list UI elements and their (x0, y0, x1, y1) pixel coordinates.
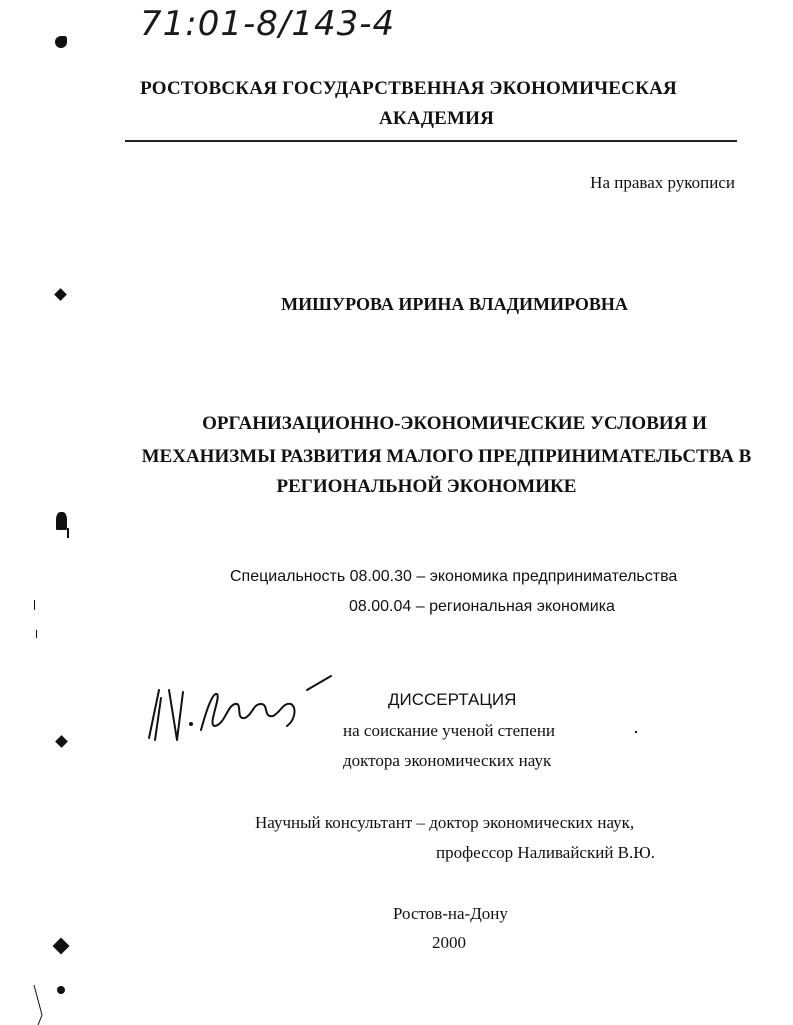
institution-line-2: АКАДЕМИЯ (379, 108, 494, 129)
scan-mark (67, 528, 69, 538)
scan-mark (36, 630, 37, 638)
dissertation-line-2: доктора экономических наук (343, 751, 552, 770)
dissertation-heading: ДИССЕРТАЦИЯ (388, 690, 517, 709)
dissertation-line-1: на соискание ученой степени (343, 721, 556, 740)
advisor-line-2: профессор Наливайский В.Ю. (436, 843, 655, 862)
manuscript-note: На правах рукописи (590, 173, 735, 192)
year: 2000 (432, 933, 466, 952)
specialty-line-1: Специальность 08.00.30 – экономика предпринимательства (230, 568, 678, 585)
header-rule (125, 140, 737, 142)
scan-mark (55, 36, 67, 48)
scan-mark (30, 985, 50, 1025)
advisor-line-1: Научный консультант – доктор экономических наук, (255, 813, 635, 832)
archive-code: 71:01-8/143-4 (140, 4, 396, 44)
scan-mark (34, 600, 35, 610)
scan-mark (56, 512, 67, 530)
author-name: МИШУРОВА ИРИНА ВЛАДИМИРОВНА (281, 294, 628, 314)
scan-mark (635, 731, 637, 733)
scan-mark (55, 735, 68, 748)
thesis-title-line-2: МЕХАНИЗМЫ РАЗВИТИЯ МАЛОГО ПРЕДПРИНИМАТЕЛЬСТВА В (141, 446, 752, 467)
scan-mark (53, 938, 70, 955)
institution-line-1: РОСТОВСКАЯ ГОСУДАРСТВЕННАЯ ЭКОНОМИЧЕСКАЯ (140, 78, 677, 99)
thesis-title-line-1: ОРГАНИЗАЦИОННО-ЭКОНОМИЧЕСКИЕ УСЛОВИЯ И (202, 413, 707, 434)
scan-mark (57, 986, 65, 994)
specialty-line-2: 08.00.04 – региональная экономика (349, 598, 615, 615)
place-name: Ростов-на-Дону (393, 904, 508, 923)
signature-icon (135, 668, 335, 748)
thesis-title-line-3: РЕГИОНАЛЬНОЙ ЭКОНОМИКЕ (276, 476, 577, 497)
